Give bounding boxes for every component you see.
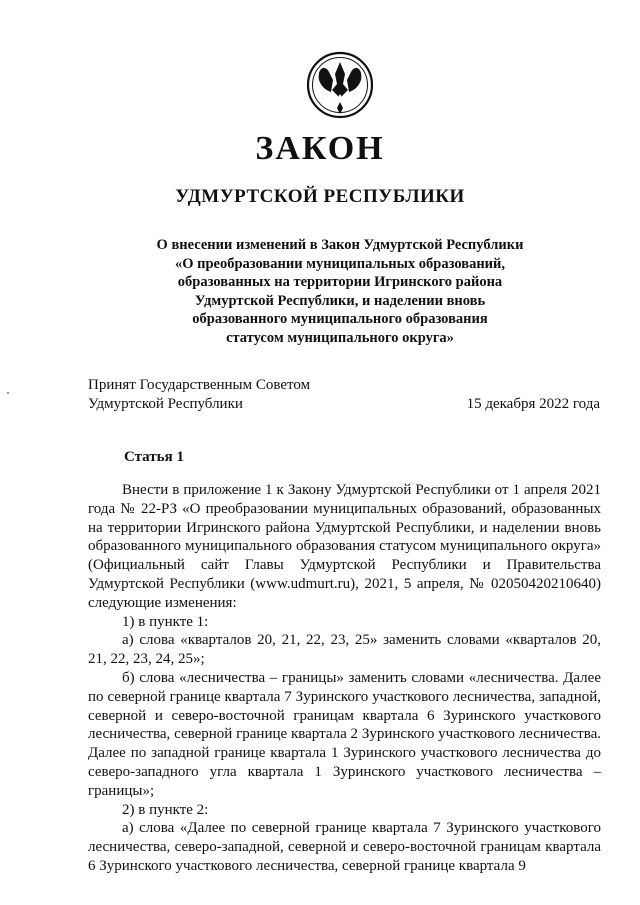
article-paragraph: а) слова «Далее по северной границе квартала 7 Зуринского участкового лесничества, северо-западной, северной и северо-восточной границам квартала 6 Зуринского участкового лесничества, северной границе квартала 9 xyxy=(88,820,601,874)
adoption-line: Удмуртской Республики xyxy=(88,396,243,412)
article-paragraph: 1) в пункте 1: xyxy=(122,613,209,630)
article-paragraph: б) слова «лесничества – границы» заменить словами «лесничества. Далее по северной границе квартала 7 Зуринского участкового лесничества, западной, северной и северо-восточной границам квартала 6 Зуринского участкового лесничества, северной границе квартала 2 Зуринского участкового лесничества. Далее по западной границе квартала 1 Зуринского участкового лесничества до северо-западного угла квартала 1 Зуринского участкового лесничества – границы»; xyxy=(88,669,601,799)
law-heading-line: образованных на территории Игринского района xyxy=(177,274,503,290)
law-heading xyxy=(120,236,560,347)
article-body xyxy=(88,481,601,876)
scan-mark xyxy=(7,392,9,394)
law-subtitle: УДМУРТСКОЙ РЕСПУБЛИКИ xyxy=(175,186,465,207)
article-paragraph: а) слова «кварталов 20, 21, 22, 23, 25» заменить словами «кварталов 20, 21, 22, 23, 24, 25»; xyxy=(88,632,601,668)
article-paragraph: 2) в пункте 2: xyxy=(122,801,209,818)
law-heading-line: «О преобразовании муниципальных образований, xyxy=(174,255,506,272)
law-heading-line: О внесении изменений в Закон Удмуртской Республики xyxy=(156,237,524,253)
coat-of-arms-emblem-icon xyxy=(307,50,373,120)
adoption-statement xyxy=(88,376,310,414)
adoption-line: Принят Государственным Советом xyxy=(88,377,311,393)
law-heading-line: статусом муниципального округа» xyxy=(226,329,454,346)
law-heading-line: образованного муниципального образования xyxy=(192,311,488,327)
law-title: ЗАКОН xyxy=(255,130,385,167)
article-paragraph: Внести в приложение 1 к Закону Удмуртской Республики от 1 апреля 2021 года № 22-РЗ «О преобразовании муниципальных образований, образованных на территории Игринского района Удмуртской Республики, и наделении вновь образованного муниципального образования статусом муниципального округа» (Официальный сайт Главы Удмуртской Республики и Правительства Удмуртской Республики (www.udmurt.ru), 2021, 5 апреля, № 02050420210640) следующие изменения: xyxy=(88,482,601,611)
adoption-date: 15 декабря 2022 года xyxy=(466,396,600,412)
article-title: Статья 1 xyxy=(124,449,184,465)
law-heading-line: Удмуртской Республики, и наделении вновь xyxy=(194,292,486,309)
